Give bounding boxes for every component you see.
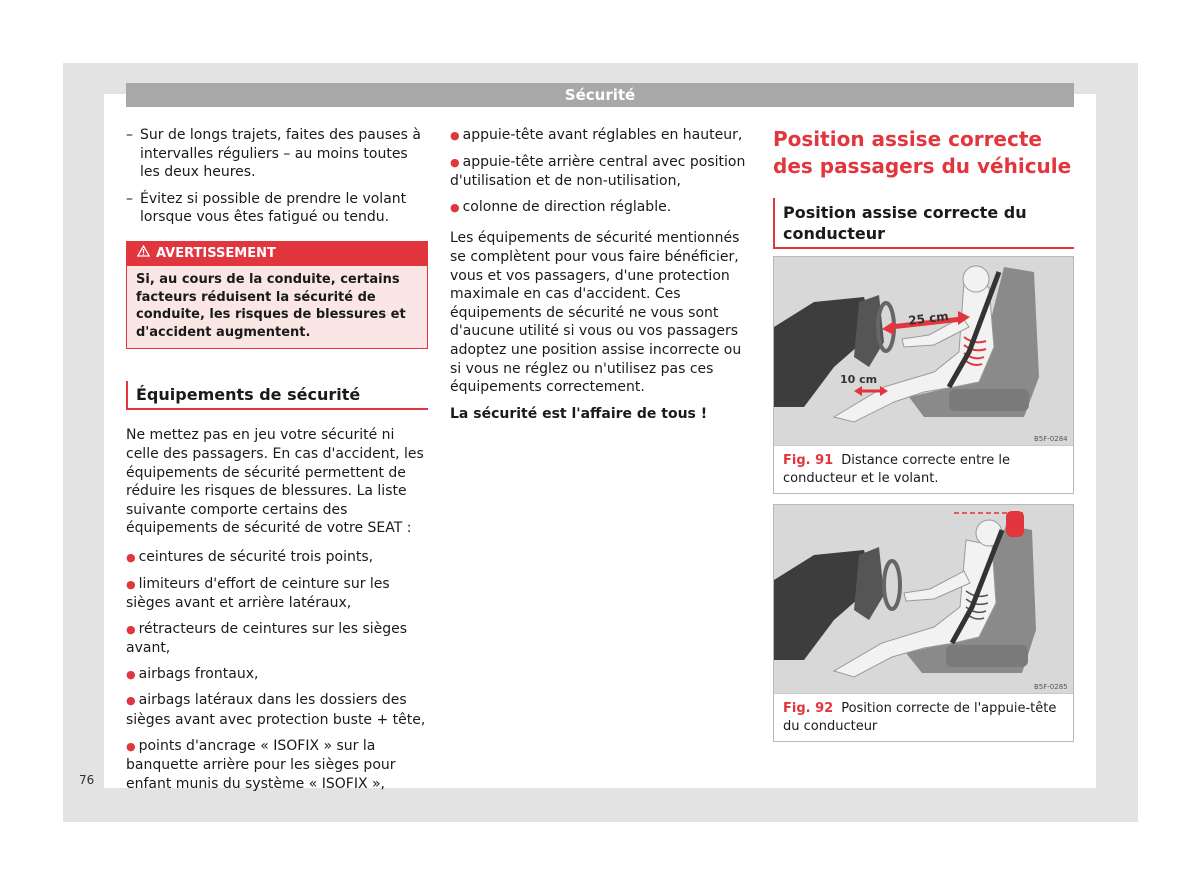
section-heading: Équipements de sécurité <box>126 381 428 410</box>
warning-title: AVERTISSEMENT <box>156 245 276 261</box>
bullet-icon: ● <box>126 694 136 708</box>
column-middle <box>450 126 747 423</box>
headrest <box>1006 511 1024 537</box>
intro-paragraph: Ne mettez pas en jeu votre sécurité ni celle des passagers. En cas d'accident, les équipements de sécurité permettent de réduire les risques de blessures. La liste suivante comporte certains des équipements de sécurité de votre SEAT : <box>126 427 424 537</box>
section-header-bar: Sécurité <box>126 83 1074 107</box>
warning-box <box>126 241 428 349</box>
svg-text:25 cm: 25 cm <box>907 309 950 328</box>
bullet-icon: ● <box>450 200 460 214</box>
equipment-list <box>126 548 428 794</box>
list-item: ● rétracteurs de ceintures sur les sièges avant, <box>126 620 408 657</box>
figure-caption: Fig. 92 Position correcte de l'appuie-tête du conducteur <box>774 693 1073 741</box>
svg-text:B5F-0284: B5F-0284 <box>1034 435 1068 443</box>
figure-caption: Fig. 91 Distance correcte entre le conducteur et le volant. <box>774 445 1073 493</box>
svg-text:B5F-0285: B5F-0285 <box>1034 683 1068 691</box>
bullet-icon: ● <box>126 550 136 564</box>
svg-text:10 cm: 10 cm <box>840 373 878 386</box>
list-item: ● limiteurs d'effort de ceinture sur les sièges avant et arrière latéraux, <box>126 575 390 612</box>
page-number: 76 <box>79 773 95 787</box>
bullet-icon: ● <box>450 129 460 142</box>
list-item: ● appuie-tête arrière central avec position d'utilisation et de non-utilisation, <box>450 153 746 190</box>
bold-statement: La sécurité est l'affaire de tous ! <box>450 405 708 422</box>
column-right <box>773 126 1074 249</box>
warning-triangle-icon <box>137 242 150 266</box>
bullet-icon: ● <box>450 155 460 169</box>
warning-text: Si, au cours de la conduite, certains facteurs réduisent la sécurité de conduite, les risques de blessures et d'accident augmentent. <box>136 271 406 340</box>
bullet-icon: ● <box>126 739 136 753</box>
list-item: ● airbags latéraux dans les dossiers des sièges avant avec protection buste + tête, <box>126 692 426 729</box>
dash-list-item: – Évitez si possible de prendre le volant lorsque vous êtes fatigué ou tendu. <box>126 190 407 226</box>
driver-distance-illustration <box>774 257 1073 445</box>
figure-91 <box>773 256 1074 494</box>
headrest-illustration <box>774 505 1073 693</box>
body-paragraph: Les équipements de sécurité mentionnés se complètent pour vous faire bénéficier, vous et vos passagers, d'une protection maximale en cas d'accident. Ces équipements de sécurité ne vous sont d'aucune utilité si vous ou vos passagers adoptez une position assise incorrecte ou si vous ne réglez ou n'utilisez pas ces équipements correctement. <box>450 230 742 396</box>
column-left <box>126 126 428 793</box>
bullet-icon: ● <box>126 667 136 681</box>
list-item: ● appuie-tête avant réglables en hauteur, <box>450 127 743 143</box>
bullet-icon: ● <box>126 577 136 591</box>
list-item: ● airbags frontaux, <box>126 665 259 682</box>
bullet-icon: ● <box>126 622 136 636</box>
list-item: ● colonne de direction réglable. <box>450 198 672 215</box>
warning-header <box>127 242 427 266</box>
list-item: ● points d'ancrage « ISOFIX » sur la banquette arrière pour les sièges pour enfant munis du système « ISOFIX », <box>126 737 396 792</box>
page-title: Position assise correcte des passagers du véhicule <box>773 127 1072 178</box>
dash-list-item: – Sur de longs trajets, faites des pauses à intervalles réguliers – au moins toutes les deux heures. <box>126 127 421 181</box>
list-item: ● ceintures de sécurité trois points, <box>126 548 374 565</box>
figure-92 <box>773 504 1074 742</box>
subsection-heading: Position assise correcte du conducteur <box>773 198 1074 249</box>
